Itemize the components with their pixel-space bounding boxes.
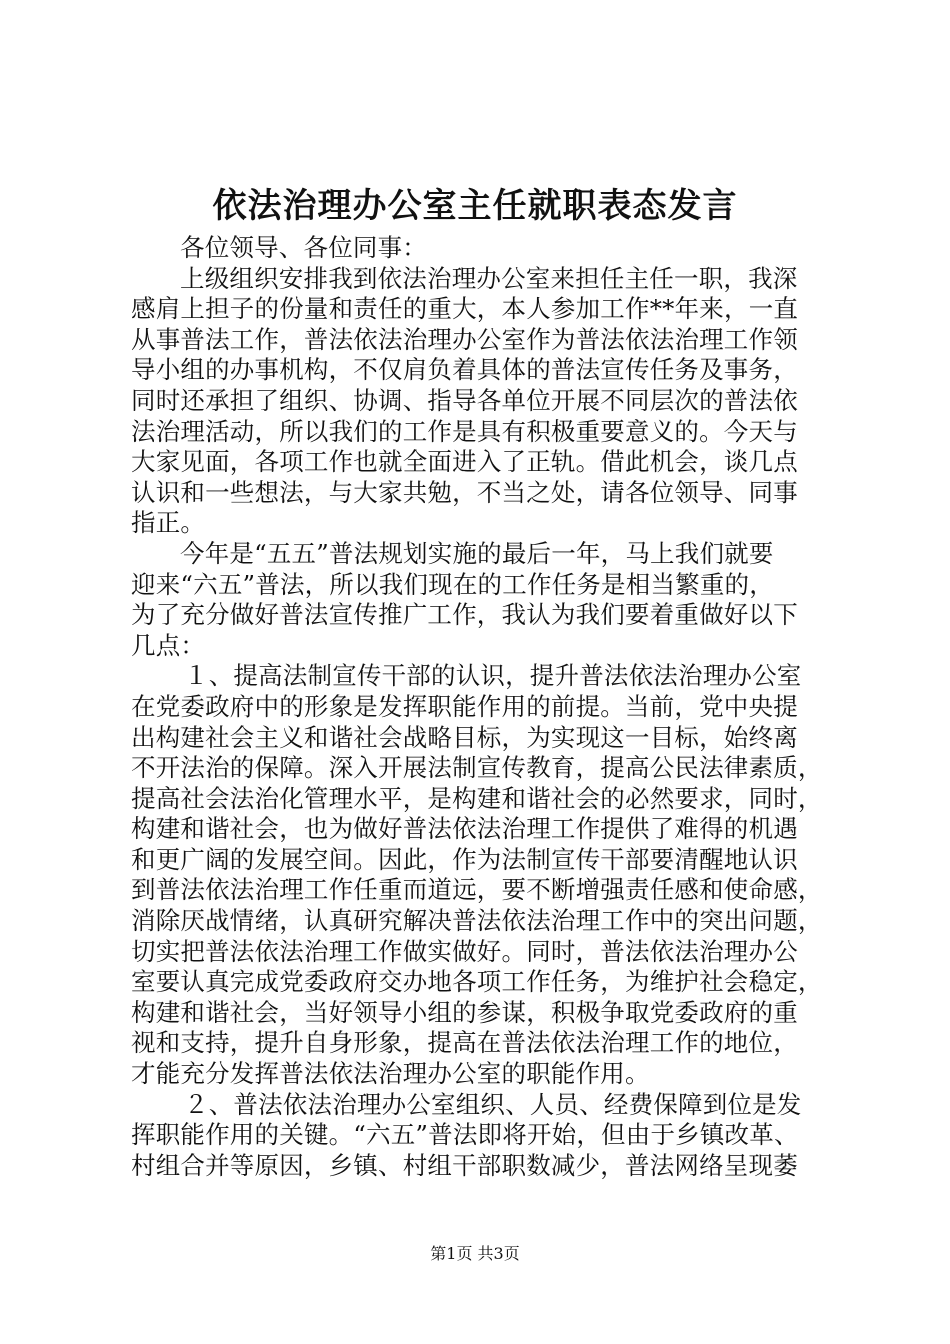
paragraph-line: 才能充分发挥普法依法治理办公室的职能作用。: [131, 1059, 650, 1089]
page-footer: 第1页 共3页: [430, 1244, 520, 1263]
paragraph-line: 从事普法工作，普法依法治理办公室作为普法依法治理工作领: [131, 324, 798, 354]
paragraph-line: 几点：: [131, 630, 206, 660]
paragraph-line: 迎来“六五”普法，所以我们现在的工作任务是相当繁重的，: [131, 569, 774, 599]
paragraph-line: 到普法依法治理工作任重而道远，要不断增强责任感和使命感，: [131, 875, 823, 905]
paragraph-line: 挥职能作用的关键。“六五”普法即将开始，但由于乡镇改革、: [131, 1120, 799, 1150]
paragraph-line: 认识和一些想法，与大家共勉，不当之处，请各位领导、同事: [131, 477, 798, 507]
paragraph-line: 同时还承担了组织、协调、指导各单位开展不同层次的普法依: [131, 385, 798, 415]
paragraph-line: 出构建社会主义和谐社会战略目标，为实现这一目标，始终离: [131, 722, 798, 752]
paragraph-line: 导小组的办事机构，不仅肩负着具体的普法宣传任务及事务，: [131, 355, 798, 385]
paragraph-line: 提高社会法治化管理水平，是构建和谐社会的必然要求，同时，: [131, 783, 823, 813]
paragraph-line: 视和支持，提升自身形象，提高在普法依法治理工作的地位，: [131, 1028, 798, 1058]
paragraph-line: 村组合并等原因，乡镇、村组干部职数减少，普法网络呈现萎: [131, 1150, 798, 1180]
paragraph-line: 今年是“五五”普法规划实施的最后一年，马上我们就要: [180, 538, 774, 568]
paragraph-line: 感肩上担子的份量和责任的重大，本人参加工作**年来，一直: [131, 294, 799, 324]
paragraph-line: １、提高法制宣传干部的认识，提升普法依法治理办公室: [184, 661, 802, 691]
paragraph-line: 指正。: [131, 508, 206, 538]
document-body: [131, 233, 831, 1181]
paragraph-line: 大家见面，各项工作也就全面进入了正轨。借此机会，谈几点: [131, 447, 798, 477]
paragraph-line: 室要认真完成党委政府交办地各项工作任务，为维护社会稳定，: [131, 967, 823, 997]
paragraph-line: 上级组织安排我到依法治理办公室来担任主任一职，我深: [180, 263, 798, 293]
paragraph-line: 为了充分做好普法宣传推广工作，我认为我们要着重做好以下: [131, 600, 798, 630]
paragraph-line: 在党委政府中的形象是发挥职能作用的前提。当前，党中央提: [131, 691, 798, 721]
paragraph-line: 不开法治的保障。深入开展法制宣传教育，提高公民法律素质，: [131, 753, 823, 783]
paragraph-line: 切实把普法依法治理工作做实做好。同时，普法依法治理办公: [131, 936, 798, 966]
paragraph-line: 法治理活动，所以我们的工作是具有积极重要意义的。今天与: [131, 416, 798, 446]
paragraph-line: 消除厌战情绪，认真研究解决普法依法治理工作中的突出问题，: [131, 906, 823, 936]
paragraph-line: 构建和谐社会，当好领导小组的参谋，积极争取党委政府的重: [131, 997, 798, 1027]
document-title: 依法治理办公室主任就职表态发言: [212, 186, 738, 226]
paragraph-line: ２、普法依法治理办公室组织、人员、经费保障到位是发: [184, 1089, 802, 1119]
paragraph-line: 构建和谐社会，也为做好普法依法治理工作提供了难得的机遇: [131, 814, 798, 844]
salutation-line: 各位领导、各位同事：: [180, 233, 427, 262]
paragraph-line: 和更广阔的发展空间。因此，作为法制宣传干部要清醒地认识: [131, 844, 798, 874]
